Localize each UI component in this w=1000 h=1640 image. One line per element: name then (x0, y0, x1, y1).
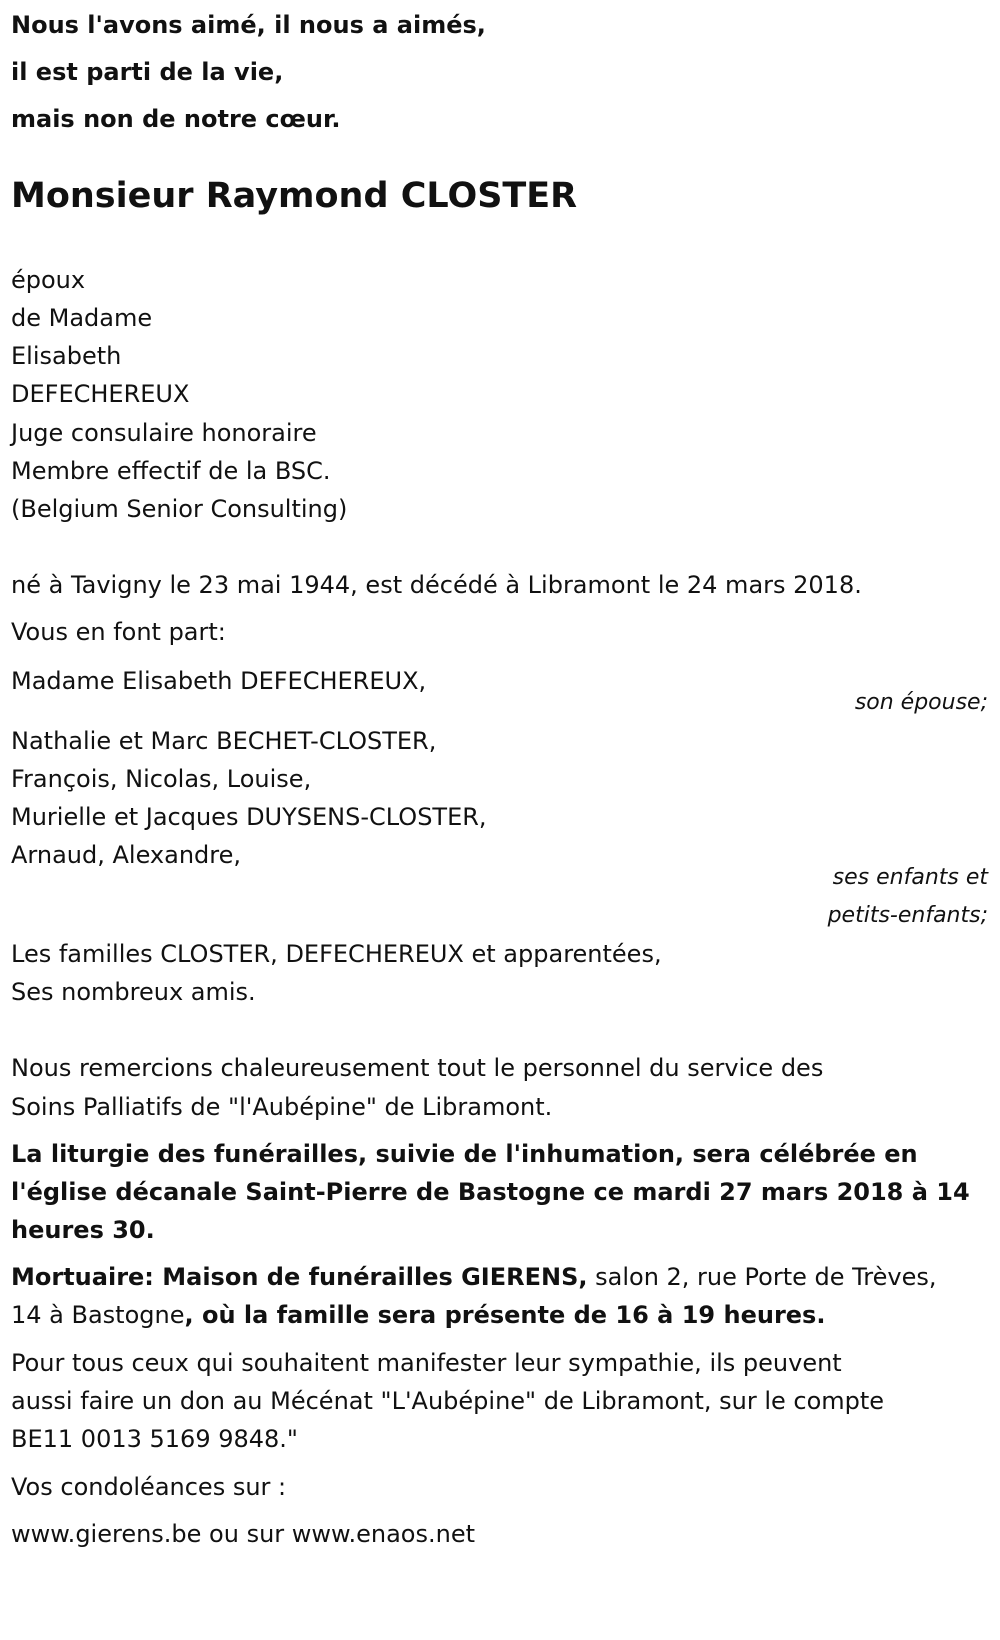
epitaph-line-3: mais non de notre cœur. (11, 105, 341, 133)
children-relation-2: petits-enfants; (827, 903, 988, 928)
mortuary-normal-1: salon 2, rue Porte de Trèves, (587, 1263, 937, 1291)
thanks-line-1: Nous remercions chaleureusement tout le personnel du service des (11, 1054, 824, 1082)
epitaph-line-1: Nous l'avons aimé, il nous a aimés, (11, 11, 486, 39)
donation-line-2: aussi faire un don au Mécénat "L'Aubépine" de Libramont, sur le compte (11, 1387, 885, 1415)
epitaph-line-2: il est parti de la vie, (11, 58, 284, 86)
children-relation-1: ses enfants et (832, 865, 988, 890)
families-line-1: Les familles CLOSTER, DEFECHEREUX et apparentées, (11, 940, 662, 968)
children-line-4: Arnaud, Alexandre, (11, 841, 242, 869)
donation-line-1: Pour tous ceux qui souhaitent manifester leur sympathie, ils peuvent (11, 1349, 842, 1377)
liturgy-line-2: l'église décanale Saint-Pierre de Bastogne ce mardi 27 mars 2018 à 14 (11, 1178, 970, 1206)
title-line-3: Elisabeth (11, 342, 122, 370)
title-line-4: DEFECHEREUX (11, 380, 190, 408)
spouse-relation: son épouse; (854, 690, 988, 715)
mortuary-bold-2: , où la famille sera présente de 16 à 19 heures. (184, 1301, 826, 1329)
mortuary-line-1 (11, 1262, 936, 1292)
families-line-2: Ses nombreux amis. (11, 978, 256, 1006)
deceased-name: Monsieur Raymond CLOSTER (11, 176, 578, 216)
condolence-websites: www.gierens.be ou sur www.enaos.net (11, 1520, 475, 1548)
title-line-2: de Madame (11, 304, 153, 332)
children-line-1: Nathalie et Marc BECHET-CLOSTER, (11, 727, 437, 755)
mortuary-bold-1: Mortuaire: Maison de funérailles GIERENS, (11, 1263, 588, 1291)
children-line-3: Murielle et Jacques DUYSENS-CLOSTER, (11, 803, 487, 831)
thanks-line-2: Soins Palliatifs de "l'Aubépine" de Libramont. (11, 1093, 553, 1121)
spouse-name: Madame Elisabeth DEFECHEREUX, (11, 667, 427, 695)
liturgy-line-3: heures 30. (11, 1216, 155, 1244)
announce-intro: Vous en font part: (11, 618, 226, 646)
condolences-intro: Vos condoléances sur : (11, 1473, 287, 1501)
donation-line-3: BE11 0013 5169 9848." (11, 1425, 298, 1453)
mortuary-normal-2: 14 à Bastogne (11, 1301, 185, 1329)
birth-death-line: né à Tavigny le 23 mai 1944, est décédé à Libramont le 24 mars 2018. (11, 571, 862, 599)
title-line-7: (Belgium Senior Consulting) (11, 495, 348, 523)
title-line-1: époux (11, 266, 86, 294)
title-line-6: Membre effectif de la BSC. (11, 457, 331, 485)
liturgy-line-1: La liturgie des funérailles, suivie de l'inhumation, sera célébrée en (11, 1140, 918, 1168)
children-line-2: François, Nicolas, Louise, (11, 765, 312, 793)
title-line-5: Juge consulaire honoraire (11, 419, 317, 447)
mortuary-line-2 (11, 1300, 825, 1330)
